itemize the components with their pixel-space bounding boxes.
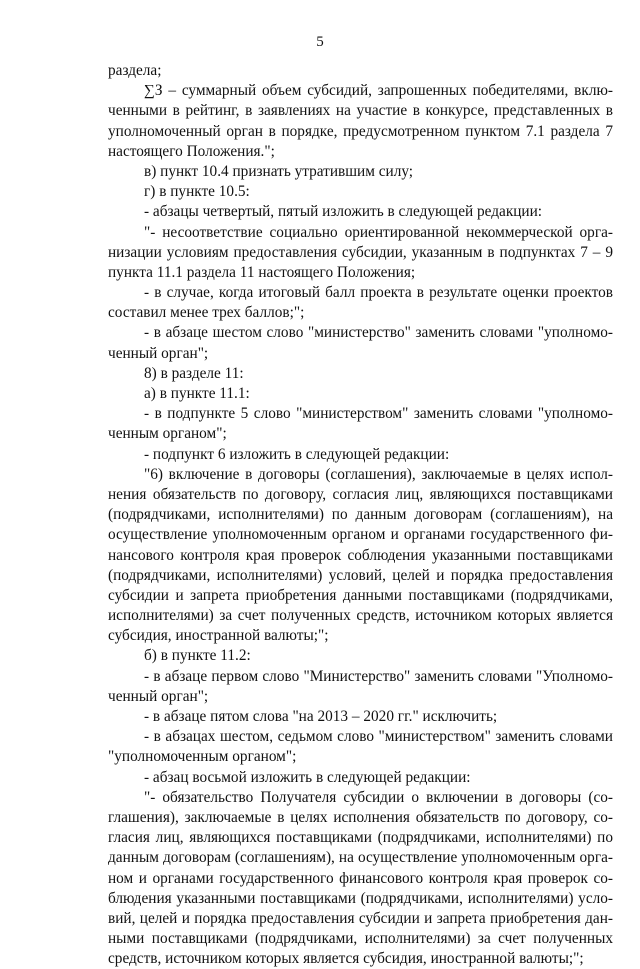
text-line: 8) в разделе 11: xyxy=(144,364,244,382)
text-line: ном и органами государственного финансового контроля края проверок со- xyxy=(108,869,613,887)
text-line: "- обязательство Получателя субсидии о включении в договоры (со- xyxy=(144,788,613,806)
text-line: нения обязательств по договору, согласия лиц, являющихся поставщиками xyxy=(108,485,613,503)
text-line: в) пункт 10.4 признать утратившим силу; xyxy=(144,162,414,180)
text-line: субсидия, иностранной валюты;"; xyxy=(108,627,329,645)
text-line: г) в пункте 10.5: xyxy=(144,183,250,201)
text-line: данным договорам (соглашениям), на осуществление уполномоченным орга- xyxy=(108,849,613,867)
text-line: - в абзацах шестом, седьмом слово "министерством" заменить словами xyxy=(144,728,613,746)
document-body xyxy=(108,61,613,969)
text-line: - в абзаце первом слово "Министерство" заменить словами "Уполномо- xyxy=(144,667,613,685)
text-line: - в подпункте 5 слово "министерством" заменить словами "уполномо- xyxy=(144,405,613,423)
text-line: ченный орган"; xyxy=(108,344,209,362)
text-line: - в абзаце пятом слова "на 2013 – 2020 гг." исключить; xyxy=(144,708,498,725)
text-line: - абзацы четвертый, пятый изложить в следующей редакции: xyxy=(144,203,543,221)
text-line: "- несоответствие социально ориентированной некоммерческой орга- xyxy=(144,223,613,241)
text-line: - в абзаце шестом слово "министерство" заменить словами "уполномо- xyxy=(144,324,613,342)
text-line: - подпункт 6 изложить в следующей редакции: xyxy=(144,445,450,463)
page-number: 5 xyxy=(316,34,324,50)
text-line: глашения), заключаемые в целях исполнения обязательств по договору, со- xyxy=(108,808,613,826)
text-line: "6) включение в договоры (соглашения), заключаемые в целях испол- xyxy=(144,465,613,483)
text-line: ∑З – суммарный объем субсидий, запрошенных победителями, вклю- xyxy=(144,82,613,100)
text-line: блюдения указанными поставщиками (подрядчиками, исполнителями) усло- xyxy=(108,889,613,907)
text-line: настоящего Положения."; xyxy=(108,142,275,160)
text-line: "уполномоченным органом"; xyxy=(108,748,297,766)
text-line: ченными в рейтинг, в заявлениях на участие в конкурсе, представленных в xyxy=(108,102,613,120)
text-line: исполнителями) за счет полученных средств, источником которых является xyxy=(108,607,613,625)
text-line: б) в пункте 11.2: xyxy=(144,647,251,665)
text-line: гласия лиц, являющихся поставщиками (подрядчиками, исполнителями) по xyxy=(108,829,613,847)
text-line: - в случае, когда итоговый балл проекта в результате оценки проектов xyxy=(144,284,613,302)
text-line: осуществление уполномоченным органом и органами государственного фи- xyxy=(108,526,613,544)
text-line: уполномоченный орган в порядке, предусмотренном пунктом 7.1 раздела 7 xyxy=(108,122,613,140)
text-line: ченный орган"; xyxy=(108,687,209,705)
text-line: а) в пункте 11.1: xyxy=(144,385,250,402)
text-line: субсидии и запрета приобретения данными поставщиками (подрядчиками, xyxy=(108,586,613,604)
text-line: раздела; xyxy=(108,62,162,79)
text-line: (подрядчиками, исполнителями) по данным договорам (соглашениям), на xyxy=(108,506,613,524)
text-line: пункта 11.1 раздела 11 настоящего Положения; xyxy=(108,263,416,281)
text-line: низации условиям предоставления субсидии, указанным в подпунктах 7 – 9 xyxy=(108,243,613,261)
text-line: нансового контроля края проверок соблюдения указанными поставщиками xyxy=(108,546,613,564)
text-line: средств, источником которых является субсидия, иностранной валюты;"; xyxy=(108,950,584,968)
text-line: ными поставщиками (подрядчиками, исполнителями) за счет полученных xyxy=(108,930,613,948)
text-line: составил менее трех баллов;"; xyxy=(108,304,305,322)
text-line: (подрядчиками, исполнителями) условий, целей и порядка предоставления xyxy=(108,566,613,584)
text-line: - абзац восьмой изложить в следующей редакции: xyxy=(144,768,471,786)
text-line: вий, целей и порядка предоставления субсидии и запрета приобретения дан- xyxy=(108,909,613,927)
text-line: ченным органом"; xyxy=(108,425,227,443)
